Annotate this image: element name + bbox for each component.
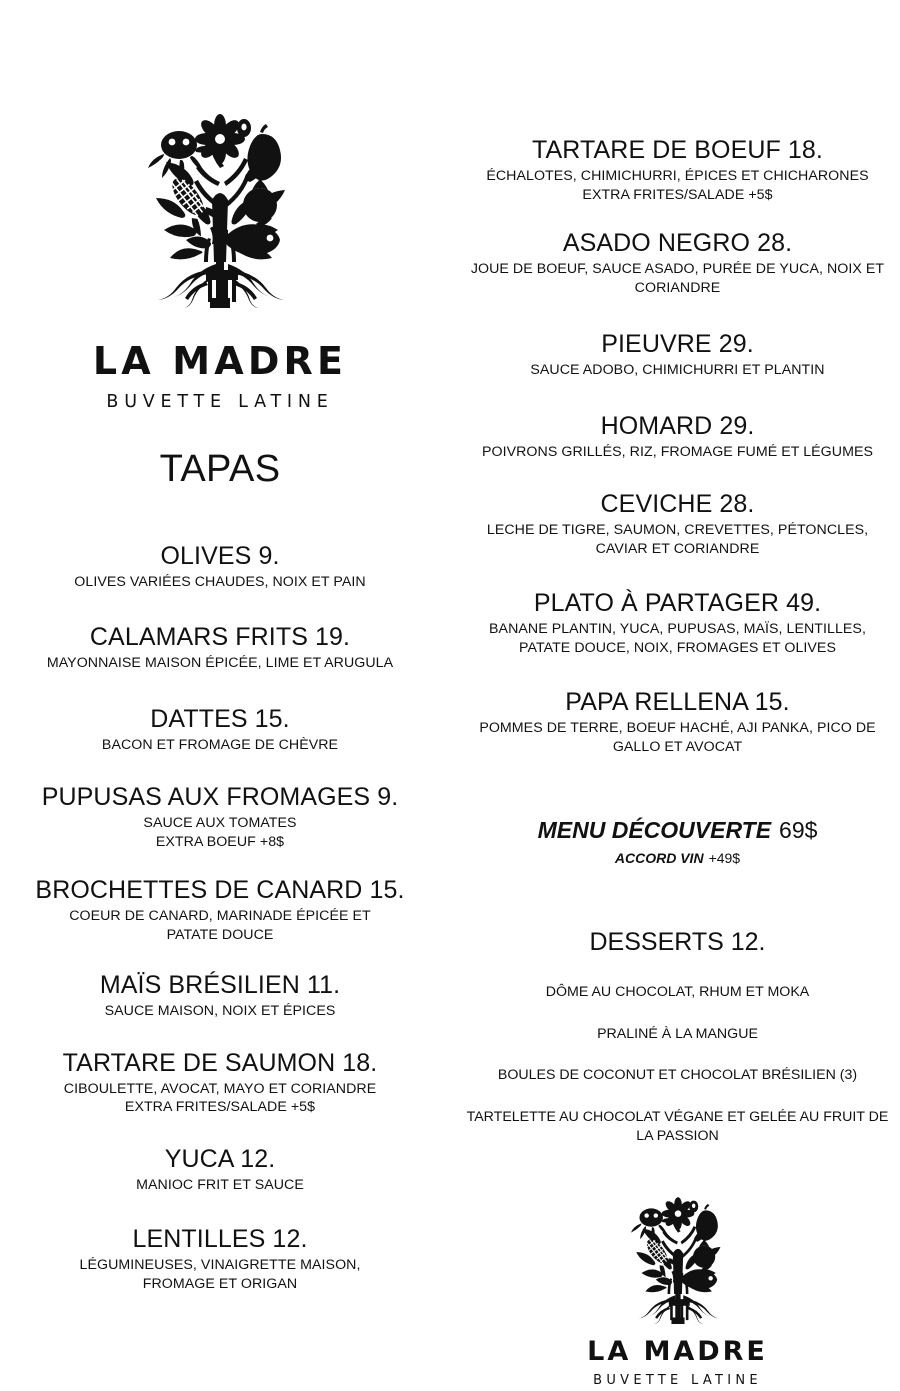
menu-item-description xyxy=(455,521,900,559)
menu-item-description xyxy=(455,443,900,462)
menu-item xyxy=(0,876,440,945)
menu-item-name: YUCA 12. xyxy=(164,1145,276,1174)
menu-item xyxy=(0,1049,440,1118)
description-line: POIVRONS GRILLÉS, RIZ, FROMAGE FUMÉ ET LÉGUMES xyxy=(482,444,873,461)
description-line: MANIOC FRIT ET SAUCE xyxy=(136,1177,304,1194)
menu-item xyxy=(0,783,440,852)
mains-item-list xyxy=(455,136,900,757)
menu-item-description xyxy=(455,167,900,205)
menu-item-name: TARTARE DE SAUMON 18. xyxy=(62,1048,378,1077)
menu-item-description xyxy=(0,1002,440,1021)
menu-item-name: BROCHETTES DE CANARD 15. xyxy=(35,875,405,904)
menu-item-name: ASADO NEGRO 28. xyxy=(562,228,793,257)
menu-item xyxy=(455,136,900,205)
menu-item xyxy=(0,1145,440,1195)
tree-fork-logo-icon xyxy=(619,1196,737,1324)
menu-item xyxy=(455,589,900,658)
tapas-item-list xyxy=(0,542,440,1294)
description-line: GALLO ET AVOCAT xyxy=(612,738,743,755)
menu-item-description xyxy=(0,654,440,673)
description-line: CAVIAR ET CORIANDRE xyxy=(595,541,760,558)
description-line: OLIVES VARIÉES CHAUDES, NOIX ET PAIN xyxy=(74,573,366,590)
description-line: COEUR DE CANARD, MARINADE ÉPICÉE ET xyxy=(69,907,371,924)
desserts-title: DESSERTS 12. xyxy=(589,928,766,957)
description-line: EXTRA FRITES/SALADE +5$ xyxy=(124,1099,316,1116)
menu-item-description xyxy=(455,620,900,658)
menu-item-name: MAÏS BRÉSILIEN 11. xyxy=(99,970,341,999)
menu-item xyxy=(455,490,900,559)
menu-item-name: PLATO À PARTAGER 49. xyxy=(533,589,822,617)
menu-item xyxy=(0,1225,440,1294)
section-title-tapas: TAPAS xyxy=(159,447,281,490)
menu-item-name: CEVICHE 28. xyxy=(600,490,755,519)
menu-item xyxy=(455,229,900,298)
brand-footer xyxy=(455,1196,900,1387)
dessert-item xyxy=(455,1108,900,1146)
tasting-menu-block xyxy=(455,817,900,868)
dessert-line: TARTELETTE AU CHOCOLAT VÉGANE ET GELÉE AU FRUIT DE xyxy=(466,1109,889,1126)
menu-item-description xyxy=(0,573,440,592)
brand-name: LA MADRE xyxy=(92,339,348,383)
tasting-menu-label: MENU DÉCOUVERTE xyxy=(537,816,772,843)
dessert-line: LA PASSION xyxy=(636,1128,719,1145)
menu-item-name: OLIVES 9. xyxy=(160,541,280,570)
wine-pairing-label: ACCORD VIN xyxy=(614,849,704,866)
menu-item-name: PIEUVRE 29. xyxy=(601,329,754,358)
wine-pairing-price: +49$ xyxy=(708,849,741,866)
menu-item xyxy=(455,412,900,462)
menu-item-name: CALAMARS FRITS 19. xyxy=(89,623,351,652)
description-line: EXTRA BOEUF +8$ xyxy=(155,834,285,850)
menu-item-description xyxy=(455,719,900,757)
description-line: ÉCHALOTES, CHIMICHURRI, ÉPICES ET CHICHARONES xyxy=(486,168,869,184)
description-line: SAUCE ADOBO, CHIMICHURRI ET PLANTIN xyxy=(530,361,825,378)
menu-item-description xyxy=(0,1256,440,1294)
description-line: PATATE DOUCE, NOIX, FROMAGES ET OLIVES xyxy=(519,639,836,656)
menu-item-description xyxy=(0,1080,440,1118)
dessert-line: DÔME AU CHOCOLAT, RHUM ET MOKA xyxy=(545,983,810,1000)
menu-item-description xyxy=(455,260,900,298)
description-line: BANANE PLANTIN, YUCA, PUPUSAS, MAÏS, LENTILLES, xyxy=(489,621,866,637)
menu-item xyxy=(455,688,900,757)
menu-item-name: PUPUSAS AUX FROMAGES 9. xyxy=(41,783,399,812)
description-line: EXTRA FRITES/SALADE +5$ xyxy=(582,186,773,203)
description-line: FROMAGE ET ORIGAN xyxy=(142,1276,298,1292)
menu-item xyxy=(455,330,900,380)
description-line: CORIANDRE xyxy=(634,279,721,296)
menu-item-name: TARTARE DE BOEUF 18. xyxy=(532,136,823,164)
menu-item xyxy=(0,542,440,592)
brand-tagline: BUVETTE LATINE xyxy=(593,1373,762,1388)
tasting-menu-headline xyxy=(455,817,900,843)
desserts-block xyxy=(455,929,900,1146)
description-line: LÉGUMINEUSES, VINAIGRETTE MAISON, xyxy=(79,1257,361,1274)
dessert-list xyxy=(455,983,900,1146)
dessert-item xyxy=(455,1025,900,1044)
brand-name: LA MADRE xyxy=(587,1336,768,1367)
description-line: BACON ET FROMAGE DE CHÈVRE xyxy=(101,737,339,754)
menu-item-name: DATTES 15. xyxy=(150,705,290,734)
left-column xyxy=(0,0,440,1294)
dessert-item xyxy=(455,983,900,1002)
menu-item-name: HOMARD 29. xyxy=(600,412,755,441)
tree-fork-logo-icon xyxy=(132,112,308,308)
menu-item-description xyxy=(0,736,440,755)
description-line: CIBOULETTE, AVOCAT, MAYO ET CORIANDRE xyxy=(63,1080,377,1097)
menu-item-description xyxy=(0,907,440,945)
menu-item-name: LENTILLES 12. xyxy=(132,1225,308,1254)
description-line: LECHE DE TIGRE, SAUMON, CREVETTES, PÉTONCLES, xyxy=(486,522,869,539)
description-line: SAUCE MAISON, NOIX ET ÉPICES xyxy=(104,1002,336,1019)
wine-pairing-line xyxy=(455,849,900,867)
menu-item-description xyxy=(0,814,440,852)
menu-item-description xyxy=(0,1176,440,1195)
description-line: JOUE DE BOEUF, SAUCE ASADO, PURÉE DE YUCA, NOIX ET xyxy=(470,260,885,277)
tasting-menu-price: 69$ xyxy=(779,816,818,843)
description-line: POMMES DE TERRE, BOEUF HACHÉ, AJI PANKA, PICO DE xyxy=(479,719,876,736)
description-line: MAYONNAISE MAISON ÉPICÉE, LIME ET ARUGULA xyxy=(46,655,394,672)
menu-item xyxy=(0,623,440,673)
dessert-item xyxy=(455,1066,900,1085)
menu-item xyxy=(0,705,440,755)
dessert-line: PRALINÉ À LA MANGUE xyxy=(597,1025,758,1042)
dessert-line: BOULES DE COCONUT ET CHOCOLAT BRÉSILIEN (3) xyxy=(497,1067,858,1084)
description-line: PATATE DOUCE xyxy=(166,926,274,943)
brand-tagline: BUVETTE LATINE xyxy=(106,392,334,412)
menu-item-name: PAPA RELLENA 15. xyxy=(565,687,790,716)
menu-item-description xyxy=(455,361,900,380)
menu-item xyxy=(0,971,440,1021)
brand-header xyxy=(0,112,440,412)
description-line: SAUCE AUX TOMATES xyxy=(143,815,297,832)
right-column xyxy=(455,0,900,1387)
